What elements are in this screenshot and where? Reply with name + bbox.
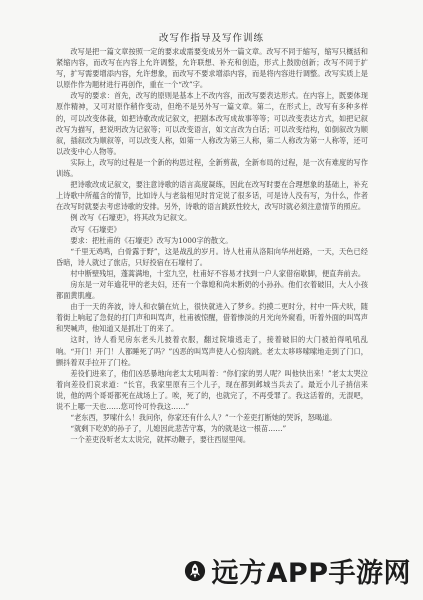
paragraph: 房东是一对年逾花甲的老夫妇，还有一个靠媳和尚未断奶的小孙孙。他们衣着破旧，大人小孩都面黄肌瘦。 xyxy=(56,279,368,301)
paragraph: 例 改写《石壕吏》，将其改为记叙文。 xyxy=(70,213,192,223)
paragraph: 差役们进来了，他们凶恶暴地向老太太吼叫着：“你们家的男人呢？叫他快出来！”老太太哭泣着向差役们哀求道：“长官，我家里原有三个儿子，现在都到邺城当兵去了。最近小儿子捎信来说，他的两个哥哥都死在战场上了。唉，死了的，也就完了，不再受罪了。我这活着的，无混吧，说不上哪一天也……您可怜可怜我这……” xyxy=(56,368,368,411)
paragraph: 这时，诗人看见房东老头儿披着衣服，翻过院墙逃走了，接着破旧的大门被拍得吼吼乱响。“开门！开门！人都睡死了吗？”凶恶的叫骂声使人心惊肉跳。老太太哆哆嗦嗦地走到了门口，颤抖着双手拉开了门栓。 xyxy=(56,335,368,367)
paragraph: 改写是把一篇文章按照一定的要求或需要变成另外一篇文章。改写不同于缩写，缩写只概括和紧缩内容，而改写在内容上允许调整，允许联想、补充和创造，形式上鼓励创新；改写不同于扩写，扩写需要增添内容，允许想象，而改写不要求增添内容，而是将内容进行调整。改写实质上是以原作作为题材进行再创作，重在一个“改”字。 xyxy=(56,47,368,90)
paragraph: 实际上，改写的过程是一个新的构思过程，全新剪裁，全新布局的过程，是一次有难度的写作训练。 xyxy=(56,157,368,179)
paragraph: 一个差吏没听老太太说完，就挥动鞭子，要往西屋里闯。 xyxy=(70,435,251,445)
paragraph: 改写《石壕吏》 xyxy=(70,224,121,234)
paragraph: 要求：把杜甫的《石壕吏》改写为1000字的散文。 xyxy=(70,235,233,245)
paragraph: 改写的要求：首先，改写的原则是基本上不改内容，而改写要表达形式。在内容上，既要体现原作精神，又可对原作稍作变动，但绝不是另外写一篇文章。第二，在形式上，改写有多种多样的，可以改变体裁，如把诗歌改成记叙文，把剧本改写成故事等等；可以改变表达方式，如把记叙改写为描写，把说明改为记叙等；可以改变语言，如文言改为白话；可以改变结构，如倒叙改为顺叙，插叙改为顺叙等，可以改变人称，如第一人称改为第三人称，第二人称改为第一人称等，还可以改变中心人物等。 xyxy=(56,91,368,156)
paragraph: “老东西，罗嗦什么！我问你，你家还有什么人？”一个差吏打断她的哭诉，怒喝道。 xyxy=(70,413,337,423)
watermark-text: 远方APP手游网 xyxy=(211,558,411,589)
watermark xyxy=(184,551,411,590)
document-body xyxy=(56,46,368,445)
paragraph: “千里无鸡鸣，白骨露于野”，这是战乱的岁月。诗人杜甫从洛阳向华州赶路，一天，天色已经昏暗，诗人就过了旅店，只好投宿在石壕村了。 xyxy=(56,246,368,267)
rocket-logo-icon xyxy=(184,560,206,582)
document-title: 改写作指导及写作训练 xyxy=(158,33,264,44)
paragraph: 由于一天的奔波，诗人和衣躺在炕上，很快就进入了梦乡。约摸二更时分，村中一阵犬吠，随着街上响起了急促的打门声和叫骂声，杜甫被惊醒，借着惨淡的月光向外窥看，听着外面的叫骂声和哭喊声，他知道又是抓壮丁的来了。 xyxy=(56,302,368,334)
paragraph: 村中断壁残垣，蓬蒿满地，十室九空，杜甫好不容易才找到一户人家借宿歇脚，便直奔前去。 xyxy=(70,268,366,278)
paragraph: 把诗歌改成记叙文，要注意诗歌的语言高度凝练，因此在改写时要在合理想象的基础上，补充上诗歌中所蕴含的情节，比如诗人与老翁相见时肯定说了很多话，可是诗人没有写，为什么，作者在改写时就要去考虑诗歌的安排。另外，诗歌的语言跳跃性较大，改写时就必须注意情节的照应。 xyxy=(56,180,368,212)
paragraph: “就剩下吃奶的孙子了，儿媳因此悲苦守寡，为的就是这一根苗……” xyxy=(70,424,287,434)
